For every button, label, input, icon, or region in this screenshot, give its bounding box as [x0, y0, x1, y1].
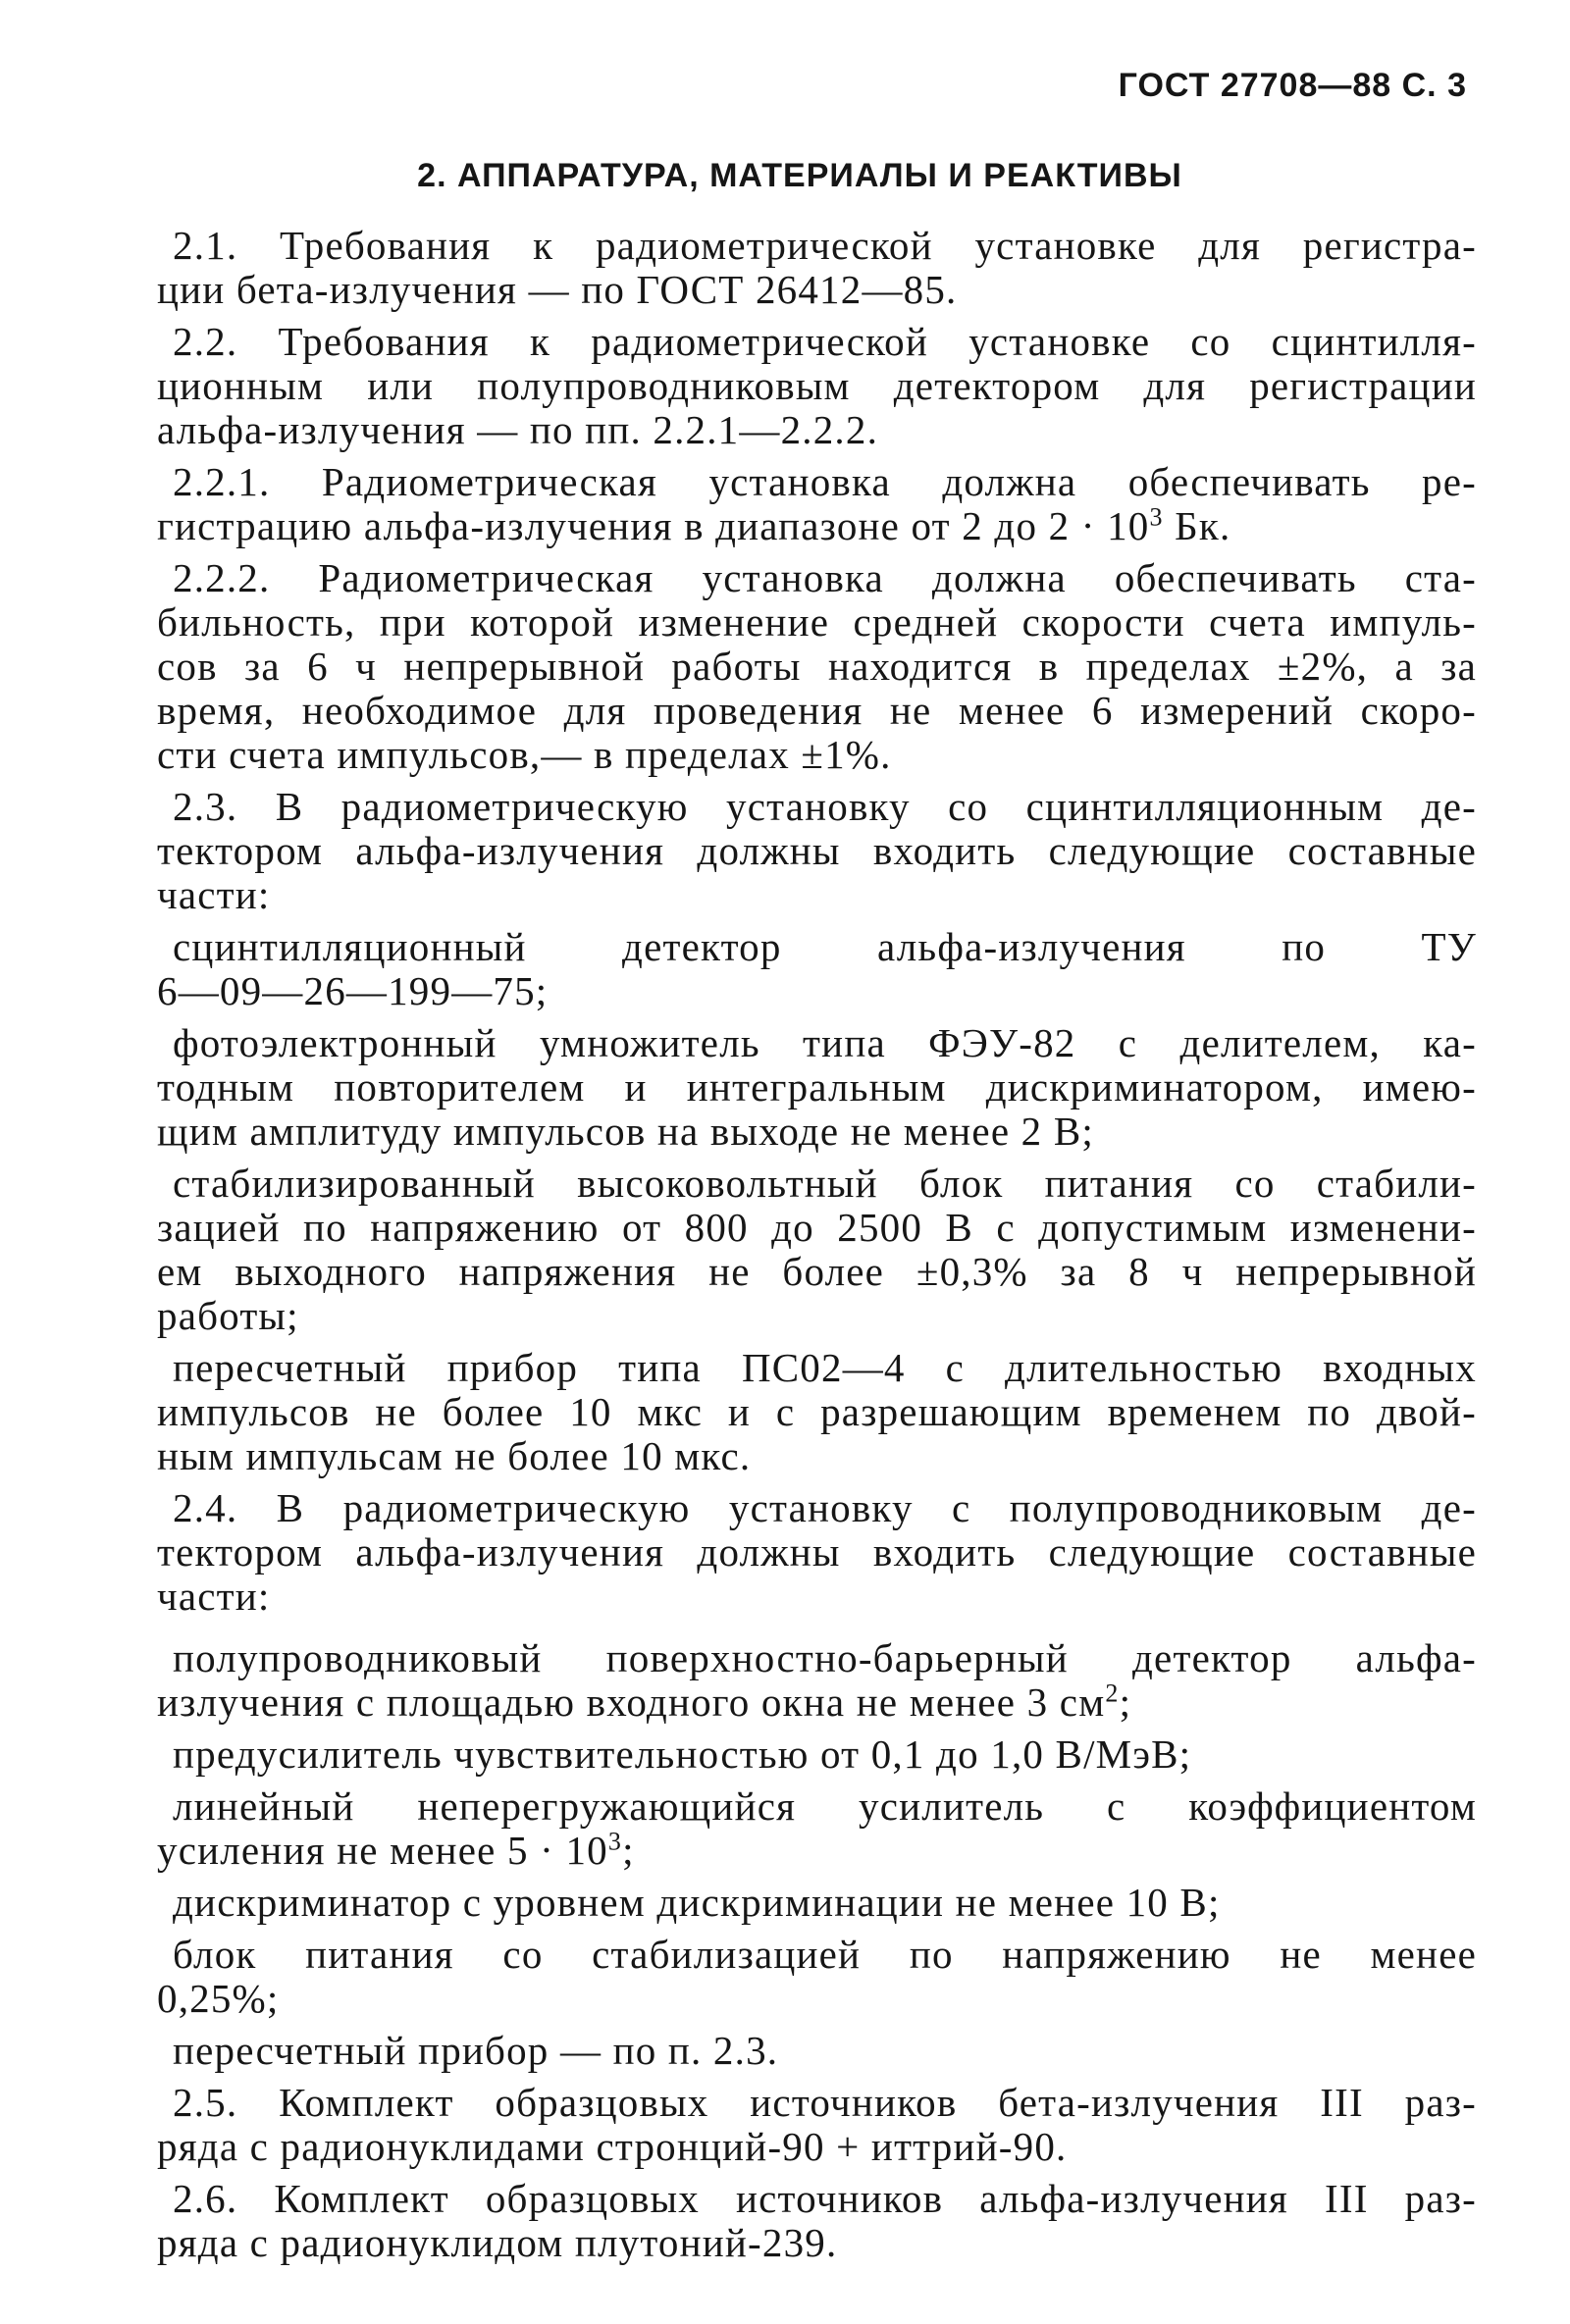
text-line: 2.3. В радиометрическую установку со сцинтилляционным де- — [173, 785, 1477, 829]
text-line — [157, 1680, 1477, 1725]
text-line: 6—09—26—199—75; — [157, 969, 549, 1013]
list-item — [157, 1881, 1477, 1925]
text-segment: ; — [1119, 1680, 1132, 1725]
text-line: 2.1. Требования к радиометрической установке для регистра- — [173, 224, 1477, 268]
superscript: 3 — [607, 1829, 623, 1856]
text-line: импульсов не более 10 мкс и с разрешающим временем по двой- — [157, 1390, 1477, 1434]
text-line: части: — [157, 873, 271, 917]
text-line: тектором альфа-излучения должны входить следующие составные — [157, 1530, 1477, 1575]
text-line: блок питания со стабилизацией по напряжению не менее — [173, 1933, 1477, 1977]
text-line — [157, 504, 1477, 548]
paragraph-2-3 — [157, 785, 1477, 917]
text-line: альфа-излучения — по пп. 2.2.1—2.2.2. — [157, 408, 879, 452]
text-line: тектором альфа-излучения должны входить следующие составные — [157, 829, 1477, 873]
list-item — [157, 1636, 1477, 1725]
text-line: сти счета импульсов,— в пределах ±1%. — [157, 733, 892, 777]
section-title: 2. АППАРАТУРА, МАТЕРИАЛЫ И РЕАКТИВЫ — [417, 157, 1182, 194]
text-segment: излучения с площадью входного окна не менее 3 см — [157, 1680, 1106, 1725]
text-line: 2.6. Комплект образцовых источников альфа-излучения III раз- — [173, 2177, 1477, 2221]
text-line: пересчетный прибор — по п. 2.3. — [173, 2029, 779, 2073]
text-line: части: — [157, 1575, 271, 1619]
document-body — [157, 224, 1477, 2273]
list-item — [157, 1732, 1477, 1777]
text-line: сцинтилляционный детектор альфа-излучения по ТУ — [173, 925, 1477, 969]
list-item — [157, 1933, 1477, 2021]
paragraph-2-2-2 — [157, 556, 1477, 777]
text-line: 0,25%; — [157, 1977, 280, 2021]
list-item — [157, 1346, 1477, 1478]
text-line: фотоэлектронный умножитель типа ФЭУ-82 с делителем, ка- — [173, 1021, 1477, 1065]
list-item — [157, 1021, 1477, 1154]
text-line: ным импульсам не более 10 мкс. — [157, 1434, 752, 1478]
paragraph-2-1 — [157, 224, 1477, 312]
text-line: линейный неперегружающийся усилитель с коэффициентом — [173, 1784, 1477, 1829]
text-line: сов за 6 ч непрерывной работы находится в пределах ±2%, а за — [157, 645, 1477, 689]
text-line: тодным повторителем и интегральным дискриминатором, имею- — [157, 1065, 1477, 1110]
text-line: 2.5. Комплект образцовых источников бета-излучения III раз- — [173, 2081, 1477, 2125]
text-segment: усиления не менее 5 · 10 — [157, 1829, 608, 1873]
text-line: работы; — [157, 1294, 299, 1338]
text-line: дискриминатор с уровнем дискриминации не менее 10 В; — [173, 1881, 1221, 1925]
list-item — [157, 1784, 1477, 1873]
text-line: полупроводниковый поверхностно-барьерный детектор альфа- — [173, 1636, 1477, 1680]
text-segment: гистрацию альфа-излучения в диапазоне от 2 до 2 · 10 — [157, 504, 1150, 548]
text-line: стабилизированный высоковольтный блок питания со стабили- — [173, 1162, 1477, 1206]
paragraph-2-5 — [157, 2081, 1477, 2169]
paragraph-2-2-1 — [157, 460, 1477, 548]
text-line: ряда с радионуклидами стронций-90 + иттрий-90. — [157, 2125, 1068, 2169]
text-line — [157, 1829, 1477, 1873]
text-line: предусилитель чувствительностью от 0,1 до 1,0 В/МэВ; — [173, 1732, 1192, 1777]
text-segment: ; — [622, 1829, 635, 1873]
text-line: время, необходимое для проведения не менее 6 измерений скоро- — [157, 689, 1477, 733]
text-line: 2.2.1. Радиометрическая установка должна обеспечивать ре- — [173, 460, 1477, 504]
text-line: пересчетный прибор типа ПС02—4 с длительностью входных — [173, 1346, 1477, 1390]
superscript: 2 — [1105, 1680, 1120, 1708]
text-line: бильность, при которой изменение средней скорости счета импуль- — [157, 600, 1477, 645]
text-line: ционным или полупроводниковым детектором для регистрации — [157, 364, 1477, 408]
paragraph-2-6 — [157, 2177, 1477, 2265]
text-line: 2.4. В радиометрическую установку с полупроводниковым де- — [173, 1486, 1477, 1530]
text-line: 2.2. Требования к радиометрической установке со сцинтилля- — [173, 320, 1477, 364]
text-line: ряда с радионуклидом плутоний-239. — [157, 2221, 838, 2265]
paragraph-2-4 — [157, 1486, 1477, 1619]
list-item — [157, 925, 1477, 1013]
text-line: ем выходного напряжения не более ±0,3% за 8 ч непрерывной — [157, 1250, 1477, 1294]
text-segment: Бк. — [1163, 504, 1231, 548]
list-item — [157, 1162, 1477, 1338]
paragraph-2-2 — [157, 320, 1477, 452]
text-line: ции бета-излучения — по ГОСТ 26412—85. — [157, 268, 958, 312]
page-header: ГОСТ 27708—88 С. 3 — [1118, 67, 1467, 104]
list-item — [157, 2029, 1477, 2073]
text-line: щим амплитуду импульсов на выходе не менее 2 В; — [157, 1110, 1094, 1154]
superscript: 3 — [1149, 504, 1164, 532]
text-line: зацией по напряжению от 800 до 2500 В с допустимым изменени- — [157, 1206, 1477, 1250]
text-line: 2.2.2. Радиометрическая установка должна обеспечивать ста- — [173, 556, 1477, 600]
